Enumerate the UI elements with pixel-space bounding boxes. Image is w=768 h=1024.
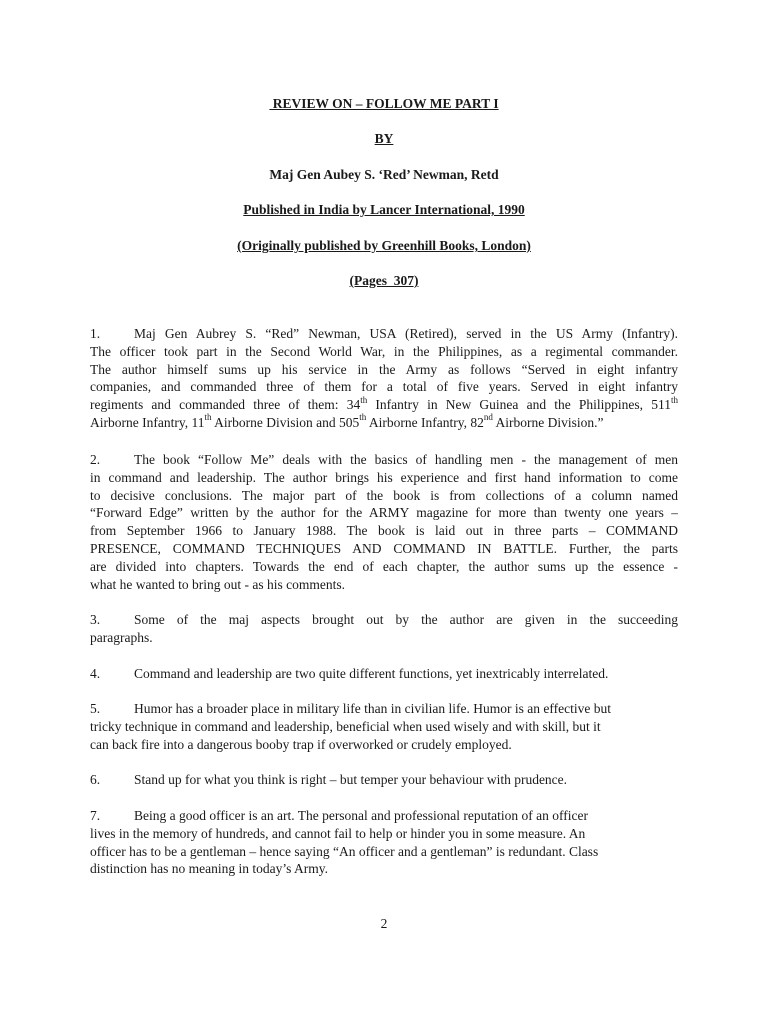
paragraph-line: [90, 700, 678, 718]
paragraph-line: distinction has no meaning in today’s Army.: [90, 861, 328, 877]
line-part: Airborne Division.”: [492, 414, 604, 430]
line-text: Some of the maj aspects brought out by the author are given in the succeeding: [134, 612, 678, 627]
paragraph-line: can back fire into a dangerous booby trap if overworked or crudely employed.: [90, 736, 512, 752]
line-text: The book “Follow Me” deals with the basics of handling men - the management of men: [134, 452, 678, 467]
paragraph-7: [90, 807, 678, 878]
by-line: BY: [374, 131, 394, 146]
paragraph-line: tricky technique in command and leadership, beneficial when used wisely and with skill, but it: [90, 718, 601, 734]
paragraph-4: [90, 665, 678, 683]
paragraph-line: “Forward Edge” written by the author for the ARMY magazine for more than twenty one years –: [90, 505, 678, 521]
ordinal-suffix: th: [204, 412, 212, 423]
ordinal-suffix: th: [359, 412, 367, 423]
ordinal-suffix: th: [670, 396, 678, 405]
ordinal-suffix: th: [360, 396, 368, 405]
pages-line: (Pages 307): [349, 273, 419, 288]
line-part: Infantry in New Guinea and the Philippines, 511: [367, 397, 671, 413]
paragraph-line: [90, 414, 678, 432]
paragraph-line: lives in the memory of hundreds, and cannot fail to help or hinder you in some measure. An: [90, 825, 586, 841]
paragraph-1: [90, 325, 678, 432]
paragraph-line: The officer took part in the Second World War, in the Philippines, as a regimental commander.: [90, 343, 678, 359]
paragraph-line: paragraphs.: [90, 629, 153, 645]
paragraph-number: 2.: [90, 452, 101, 467]
paragraph-line: officer has to be a gentleman – hence saying “An officer and a gentleman” is redundant. Class: [90, 843, 599, 859]
paragraph-line: from September 1966 to January 1988. The book is laid out in three parts – COMMAND: [90, 523, 678, 539]
paragraph-6: [90, 771, 678, 789]
paragraph-line: The author himself sums up his service in the Army as follows “Served in eight infantry: [90, 361, 678, 377]
paragraph-line: [90, 771, 678, 789]
paragraph-2: [90, 451, 678, 593]
publisher-line: Published in India by Lancer International, 1990: [243, 202, 525, 217]
author-line: Maj Gen Aubey S. ‘Red’ Newman, Retd: [269, 167, 499, 182]
line-part: Airborne Infantry, 11: [90, 414, 205, 430]
line-text: Command and leadership are two quite different functions, yet inextricably interrelated.: [134, 666, 609, 681]
line-part: regiments and commanded three of them: 34: [90, 397, 361, 413]
paragraph-line: are divided into chapters. Towards the end of each chapter, the author sums up the essence -: [90, 558, 678, 574]
page-number: 2: [380, 916, 388, 931]
paragraph-line: PRESENCE, COMMAND TECHNIQUES AND COMMAND IN BATTLE. Further, the parts: [90, 540, 678, 556]
line-part: Airborne Infantry, 82: [366, 414, 484, 430]
paragraph-number: 5.: [90, 701, 101, 716]
paragraph-number: 3.: [90, 612, 101, 627]
paragraph-line: companies, and commanded three of them for a total of five years. Served in eight infantry: [90, 379, 678, 395]
line-text: Maj Gen Aubrey S. “Red” Newman, USA (Retired), served in the US Army (Infantry).: [134, 326, 678, 341]
paragraph-number: 1.: [90, 326, 101, 341]
paragraph-line: [90, 611, 678, 629]
paragraph-line: [90, 807, 678, 825]
line-text: Being a good officer is an art. The personal and professional reputation of an officer: [134, 808, 588, 823]
paragraph-line: what he wanted to bring out - as his comments.: [90, 576, 345, 592]
line-text: Stand up for what you think is right – but temper your behaviour with prudence.: [134, 772, 568, 787]
review-title: REVIEW ON – FOLLOW ME PART I: [269, 96, 499, 111]
paragraph-number: 7.: [90, 808, 101, 823]
paragraph-line: in command and leadership. The author brings his experience and first hand information to come: [90, 469, 678, 485]
paragraph-line: [90, 325, 678, 343]
paragraph-line: [90, 665, 678, 683]
paragraph-line: [90, 396, 678, 414]
paragraph-line: to decisive conclusions. The major part of the book is from collections of a column named: [90, 487, 678, 503]
paragraph-number: 4.: [90, 666, 101, 681]
paragraph-3: [90, 611, 678, 647]
ordinal-suffix: nd: [483, 412, 493, 423]
paragraph-number: 6.: [90, 772, 101, 787]
line-text: Humor has a broader place in military life than in civilian life. Humor is an effective but: [134, 701, 611, 716]
paragraph-line: [90, 451, 678, 469]
original-publisher-line: (Originally published by Greenhill Books, London): [237, 238, 531, 253]
line-part: Airborne Division and 505: [211, 414, 360, 430]
paragraph-5: [90, 700, 678, 753]
